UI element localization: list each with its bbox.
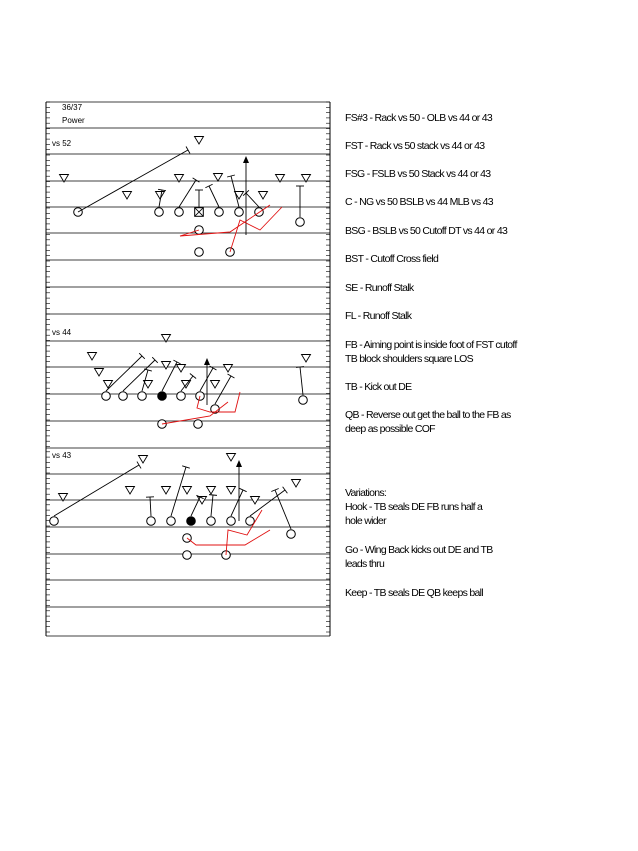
offense-player (246, 517, 255, 526)
offense-player (177, 392, 186, 401)
defender (88, 353, 97, 361)
block-tee (193, 178, 200, 182)
defender (211, 381, 220, 389)
block-tee (209, 495, 217, 496)
block-tee (186, 147, 190, 154)
note-fs3: FS#3 - Rack vs 50 - OLB vs 44 or 43 (345, 112, 493, 124)
note-qb: QB - Reverse out get the ball to the FB as deep as possible COF (345, 409, 511, 435)
defender (224, 365, 233, 373)
defender (259, 192, 268, 200)
formation-drawings (50, 137, 311, 560)
offense-player (119, 392, 128, 401)
defender (207, 487, 216, 495)
defender (183, 487, 192, 495)
play-name: Power (62, 116, 85, 125)
defender (95, 369, 104, 377)
defender (126, 487, 135, 495)
defender (292, 480, 301, 488)
play-number: 36/37 (62, 103, 83, 112)
defender (162, 362, 171, 370)
defender (214, 174, 223, 182)
arrow-head (243, 156, 249, 163)
flanker (299, 396, 308, 405)
block-line (275, 490, 291, 529)
block-line (231, 490, 243, 516)
block-line (123, 360, 155, 391)
offense-player (102, 392, 111, 401)
note-fb: FB - Aiming point is inside foot of FST cutoff TB block shoulders square LOS (345, 339, 517, 365)
block-tee (239, 488, 246, 491)
defender (195, 137, 204, 145)
defender (302, 355, 311, 363)
defender (123, 192, 132, 200)
defender (156, 192, 165, 200)
offense-player (215, 208, 224, 217)
defender (177, 365, 186, 373)
formation-label-vs44: vs 44 (52, 328, 72, 337)
block-tee (205, 184, 212, 187)
flanker (287, 530, 296, 539)
offense-player (138, 392, 147, 401)
formation-label-vs43: vs 43 (52, 451, 72, 460)
note-go: Go - Wing Back kicks out DE and TB leads thru (345, 544, 493, 570)
note-bsg: BSG - BSLB vs 50 Cutoff DT vs 44 or 43 (345, 225, 508, 237)
offense-player (167, 517, 176, 526)
block-tee (228, 374, 235, 378)
ball-carrier (158, 392, 167, 401)
run-route (187, 530, 270, 545)
block-line (246, 193, 259, 207)
note-keep: Keep - TB seals DE QB keeps ball (345, 587, 483, 599)
fullback (183, 551, 192, 560)
split-end (50, 517, 59, 526)
block-tee (137, 462, 141, 469)
offense-player (235, 208, 244, 217)
offense-player (207, 517, 216, 526)
fullback (195, 248, 204, 257)
flanker (296, 218, 305, 227)
note-fst: FST - Rack vs 50 stack vs 44 or 43 (345, 140, 485, 152)
block-tee (190, 374, 196, 379)
ball-carrier (187, 517, 196, 526)
formation-label-vs52: vs 52 (52, 139, 72, 148)
note-fl: FL - Runoff Stalk (345, 310, 412, 322)
offense-player (227, 517, 236, 526)
note-center: C - NG vs 50 BSLB vs 44 MLB vs 43 (345, 196, 493, 208)
offense-player (147, 517, 156, 526)
defender (227, 487, 236, 495)
note-bst: BST - Cutoff Cross field (345, 253, 439, 265)
block-line (211, 495, 213, 516)
defender (139, 456, 148, 464)
note-variations: Variations: Hook - TB seals DE FB runs half a hole wider (345, 487, 483, 527)
note-fsg: FSG - FSLB vs 50 Stack vs 44 or 43 (345, 168, 491, 180)
offense-player (155, 208, 164, 217)
block-line (209, 186, 219, 207)
arrow-head (204, 358, 210, 365)
block-line (106, 356, 142, 391)
note-se: SE - Runoff Stalk (345, 282, 414, 294)
block-line (300, 367, 303, 395)
block-line (200, 368, 213, 391)
block-tee (283, 487, 288, 493)
block-tee (173, 360, 180, 364)
defender (227, 454, 236, 462)
note-tb: TB - Kick out DE (345, 381, 412, 393)
offense-player (175, 208, 184, 217)
defender (104, 381, 113, 389)
block-line (54, 465, 139, 516)
defender (162, 487, 171, 495)
arrow-head (236, 460, 242, 467)
tailback (194, 420, 203, 429)
block-line (179, 180, 196, 207)
